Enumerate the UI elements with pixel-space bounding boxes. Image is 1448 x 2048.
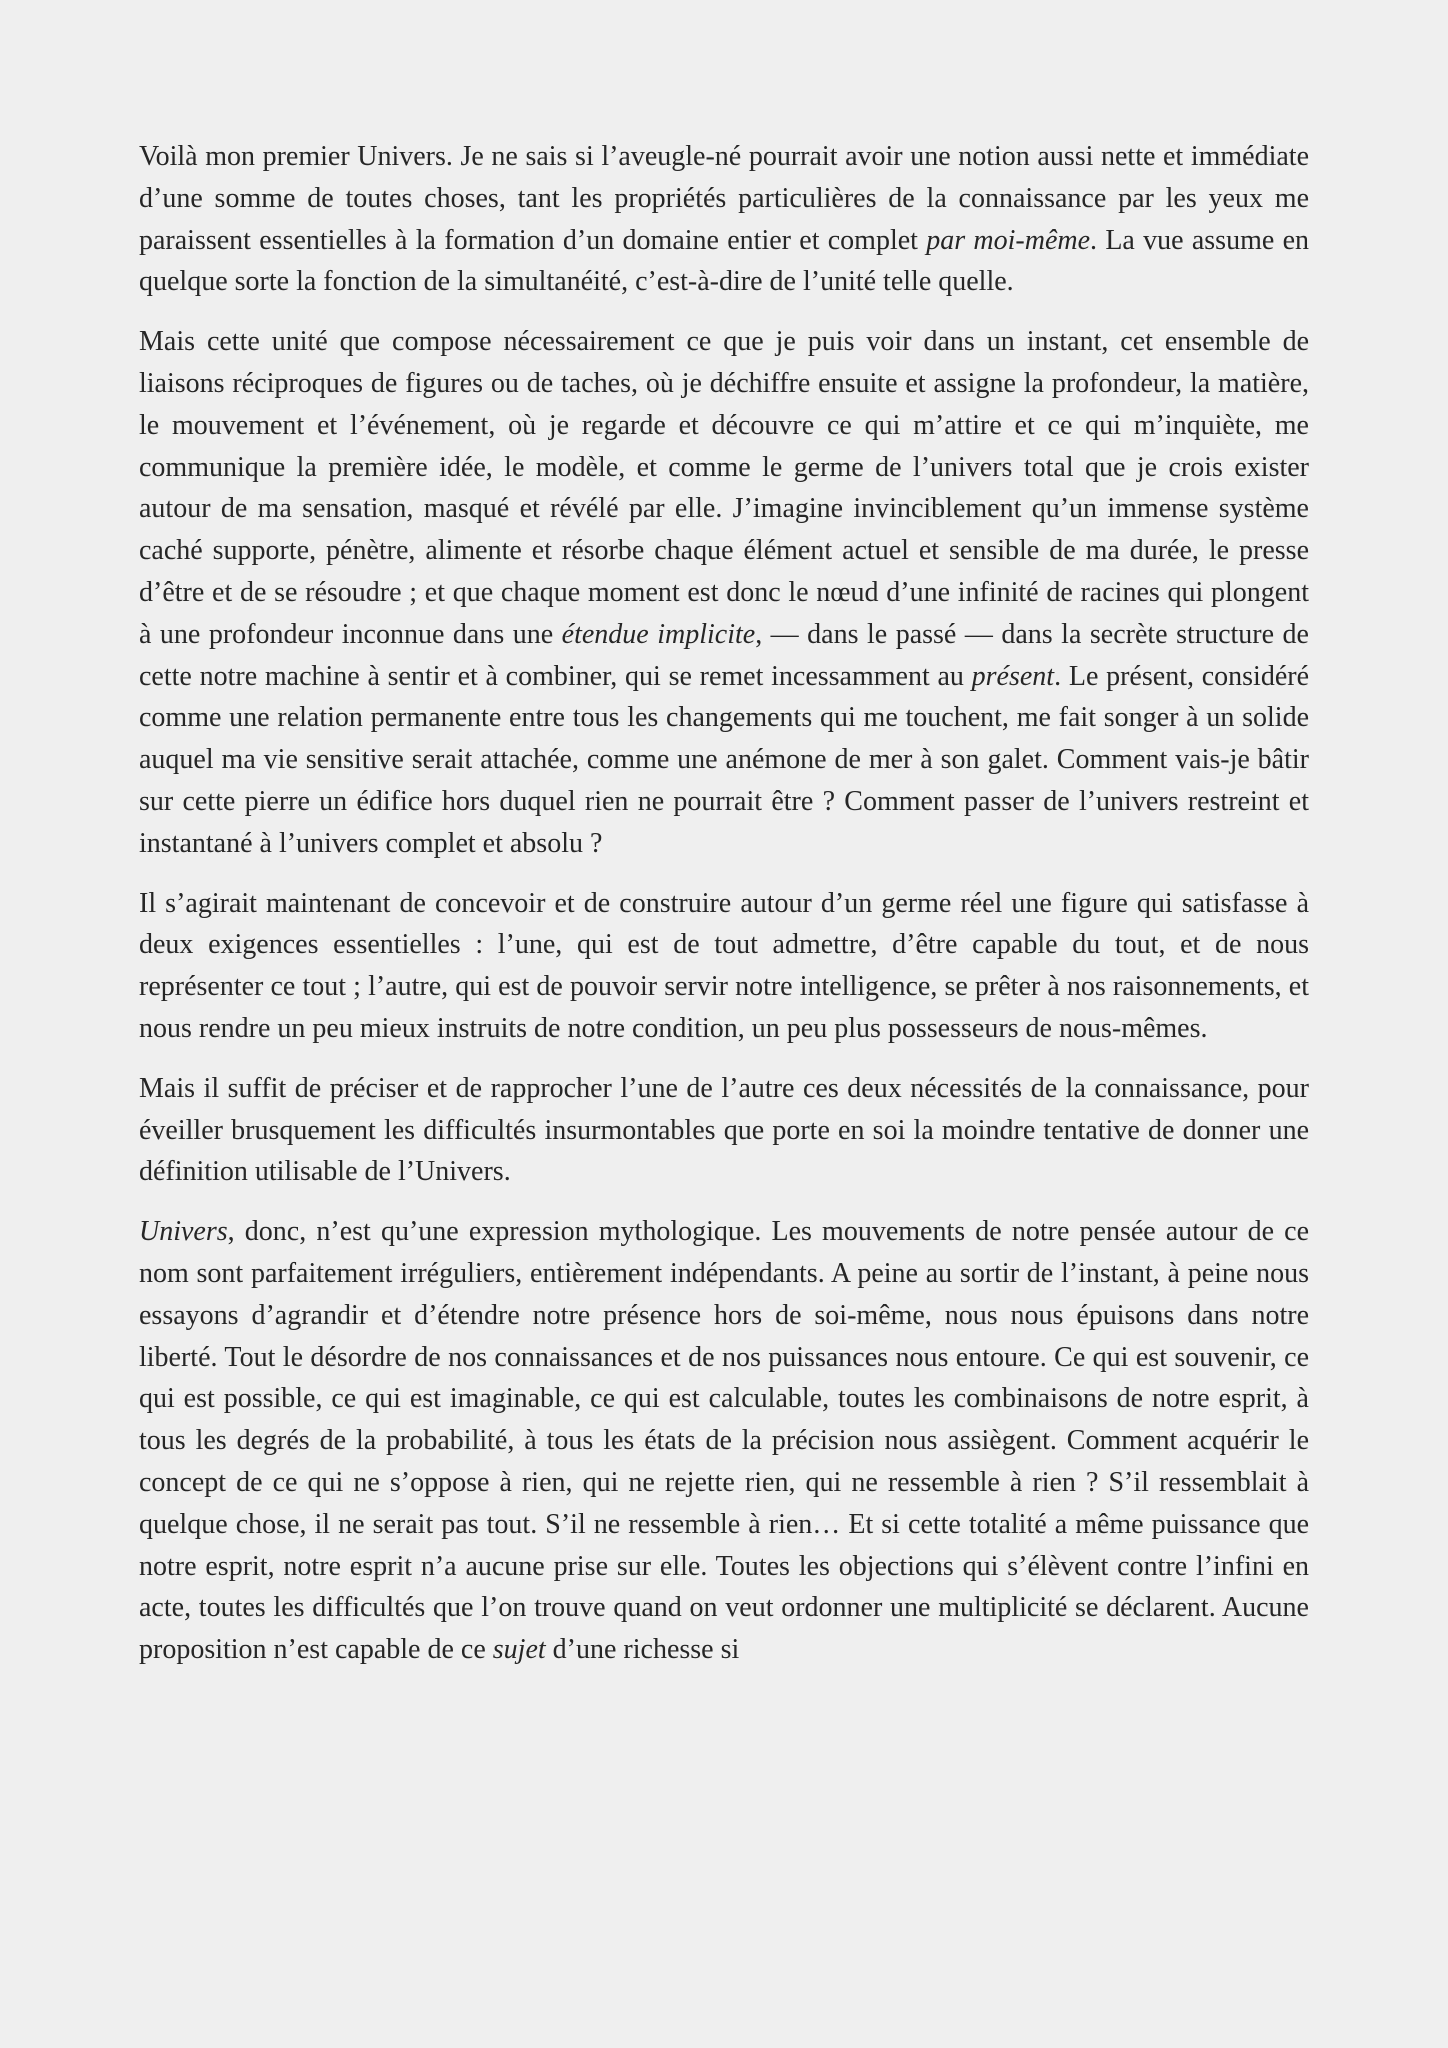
italic-run: Univers xyxy=(139,1216,228,1248)
text-run: Il s’agirait maintenant de concevoir et de construire autour d’un germe réel une figure qui satisfasse à deux exigences essentielles : l’une, qui est de tout admettre, d’être capable du tout, et de nous représenter ce tout ; l’autre, qui est de pouvoir servir notre intelligence, se prêter à nos raisonnements, et nous rendre un peu mieux instruits de notre condition, un peu plus possesseurs de nous-mêmes. xyxy=(139,887,1309,1044)
text-run: . Le présent, considéré comme une relation permanente entre tous les changements qui me touchent, me fait songer à un solide auquel ma vie sensitive serait attachée, comme une anémone de mer à son galet. Comment vais-je bâtir sur cette pierre un édifice hors duquel rien ne pourrait être ? Comment passer de l’univers restreint et instantané à l’univers complet et absolu ? xyxy=(139,660,1309,859)
italic-run: par moi-même xyxy=(926,224,1091,256)
italic-run: étendue implicite xyxy=(561,618,756,650)
paragraph-3 xyxy=(139,883,1309,1050)
text-run: Mais cette unité que compose nécessairement ce que je puis voir dans un instant, cet ensemble de liaisons réciproques de figures ou de taches, où je déchiffre ensuite et assigne la profondeur, la matière, le mouvement et l’événement, où je regarde et découvre ce qui m’attire et ce qui m’inquiète, me communique la première idée, le modèle, et comme le germe de l’univers total que je crois exister autour de ma sensation, masqué et révélé par elle. J’imagine invinciblement qu’un immense système caché supporte, pénètre, alimente et résorbe chaque élément actuel et sensible de ma durée, le presse d’être et de se résoudre ; et que chaque moment est donc le nœud d’une infinité de racines qui plongent à une profondeur inconnue dans une xyxy=(139,326,1309,650)
text-run: , — dans le passé — dans la secrète structure de cette notre machine à sentir et à combiner, qui se remet incessamment au xyxy=(139,618,1309,692)
italic-run: sujet xyxy=(492,1634,546,1666)
paragraph-5 xyxy=(139,1211,1309,1671)
text-run: d’une richesse si xyxy=(545,1634,740,1666)
text-run: , donc, n’est qu’une expression mythologique. Les mouvements de notre pensée autour de ce nom sont parfaitement irréguliers, entièrement indépendants. A peine au sortir de l’instant, à peine nous essayons d’agrandir et d’étendre notre présence hors de soi-même, nous nous épuisons dans notre liberté. Tout le désordre de nos connaissances et de nos puissances nous entoure. Ce qui est souvenir, ce qui est possible, ce qui est imaginable, ce qui est calculable, toutes les combinaisons de notre esprit, à tous les degrés de la probabilité, à tous les états de la précision nous assiègent. Comment acquérir le concept de ce qui ne s’oppose à rien, qui ne rejette rien, qui ne ressemble à rien ? S’il ressemblait à quelque chose, il ne serait pas tout. S’il ne ressemble à rien… Et si cette totalité a même puissance que notre esprit, notre esprit n’a aucune prise sur elle. Toutes les objections qui s’élèvent contre l’infini en acte, toutes les difficultés que l’on trouve quand on veut ordonner une multiplicité se déclarent. Aucune proposition n’est capable de ce xyxy=(139,1216,1309,1666)
text-run: Voilà mon premier Univers. Je ne sais si l’aveugle-né pourrait avoir une notion aussi nette et immédiate d’une somme de toutes choses, tant les propriétés particulières de la connaissance par les yeux me paraissent essentielles à la formation d’un domaine entier et complet xyxy=(139,141,1309,256)
italic-run: présent xyxy=(971,660,1055,692)
paragraph-1 xyxy=(139,136,1309,303)
paragraph-2 xyxy=(139,321,1309,864)
text-run: Mais il suffit de préciser et de rapprocher l’une de l’autre ces deux nécessités de la connaissance, pour éveiller brusquement les difficultés insurmontables que porte en soi la moindre tentative de donner une définition utilisable de l’Univers. xyxy=(139,1072,1309,1188)
text-run: . La vue assume en quelque sorte la fonction de la simultanéité, c’est-à-dire de l’unité telle quelle. xyxy=(139,224,1309,298)
paragraph-4 xyxy=(139,1068,1309,1193)
